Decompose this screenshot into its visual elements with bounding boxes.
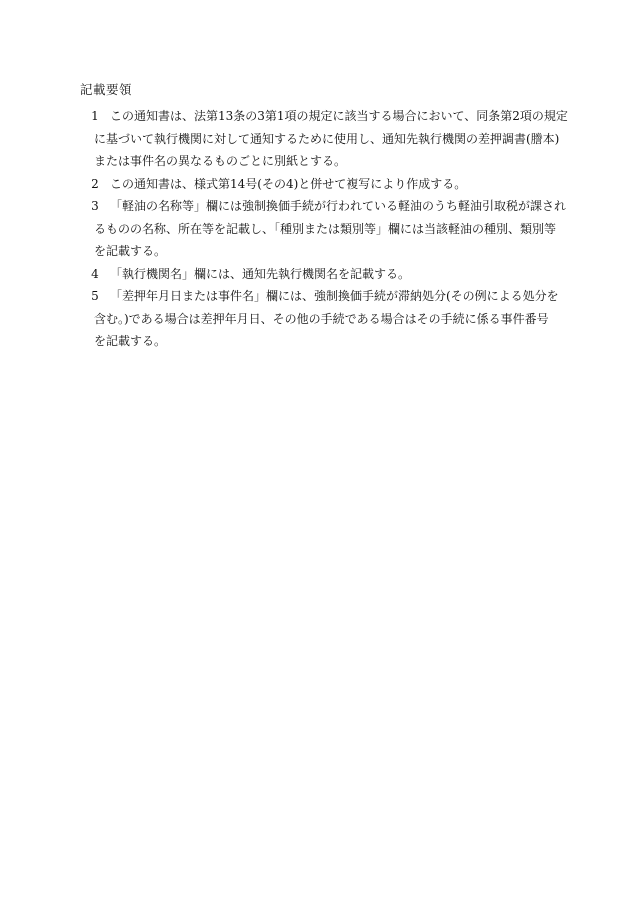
item-number: 4: [91, 266, 99, 281]
item-number: 3: [91, 199, 99, 213]
item-text-line: または事件名の異なるものごとに別紙とする。: [94, 154, 347, 168]
instruction-item-1: [80, 105, 570, 173]
item-text-line: を記載する。: [94, 334, 167, 348]
item-text-line: を記載する。: [94, 244, 167, 258]
instruction-item-2: [80, 173, 570, 196]
item-number: 5: [91, 289, 99, 303]
instruction-list: [80, 105, 570, 353]
item-text-line: 含む。)である場合は差押年月日、その他の手続である場合はその手続に係る事件番号: [94, 311, 549, 326]
item-number: 2: [91, 176, 99, 191]
item-text-line: この通知書は、様式第14号(その4)と併せて複写により作成する。: [110, 176, 467, 191]
item-text-line: るものの名称、所在等を記載し、「種別または類別等」欄には当該軽油の種別、類別等: [94, 221, 557, 236]
item-text-line: 「差押年月日または事件名」欄には、強制換価手続が滞納処分(その例による処分を: [110, 289, 559, 303]
instruction-item-3: [80, 195, 570, 263]
item-text-line: 「執行機関名」欄には、通知先執行機関名を記載する。: [110, 266, 411, 281]
instruction-item-5: [80, 285, 570, 353]
item-text-line: この通知書は、法第13条の3第1項の規定に該当する場合において、同条第2項の規定: [110, 109, 568, 123]
item-text-line: 「軽油の名称等」欄には強制換価手続が行われている軽油のうち軽油引取税が課され: [110, 199, 567, 213]
document-heading: 記載要領: [80, 82, 133, 97]
instruction-item-4: [80, 263, 570, 286]
item-text-line: に基づいて執行機関に対して通知するために使用し、通知先執行機関の差押調書(謄本): [94, 131, 560, 146]
item-number: 1: [91, 109, 99, 123]
